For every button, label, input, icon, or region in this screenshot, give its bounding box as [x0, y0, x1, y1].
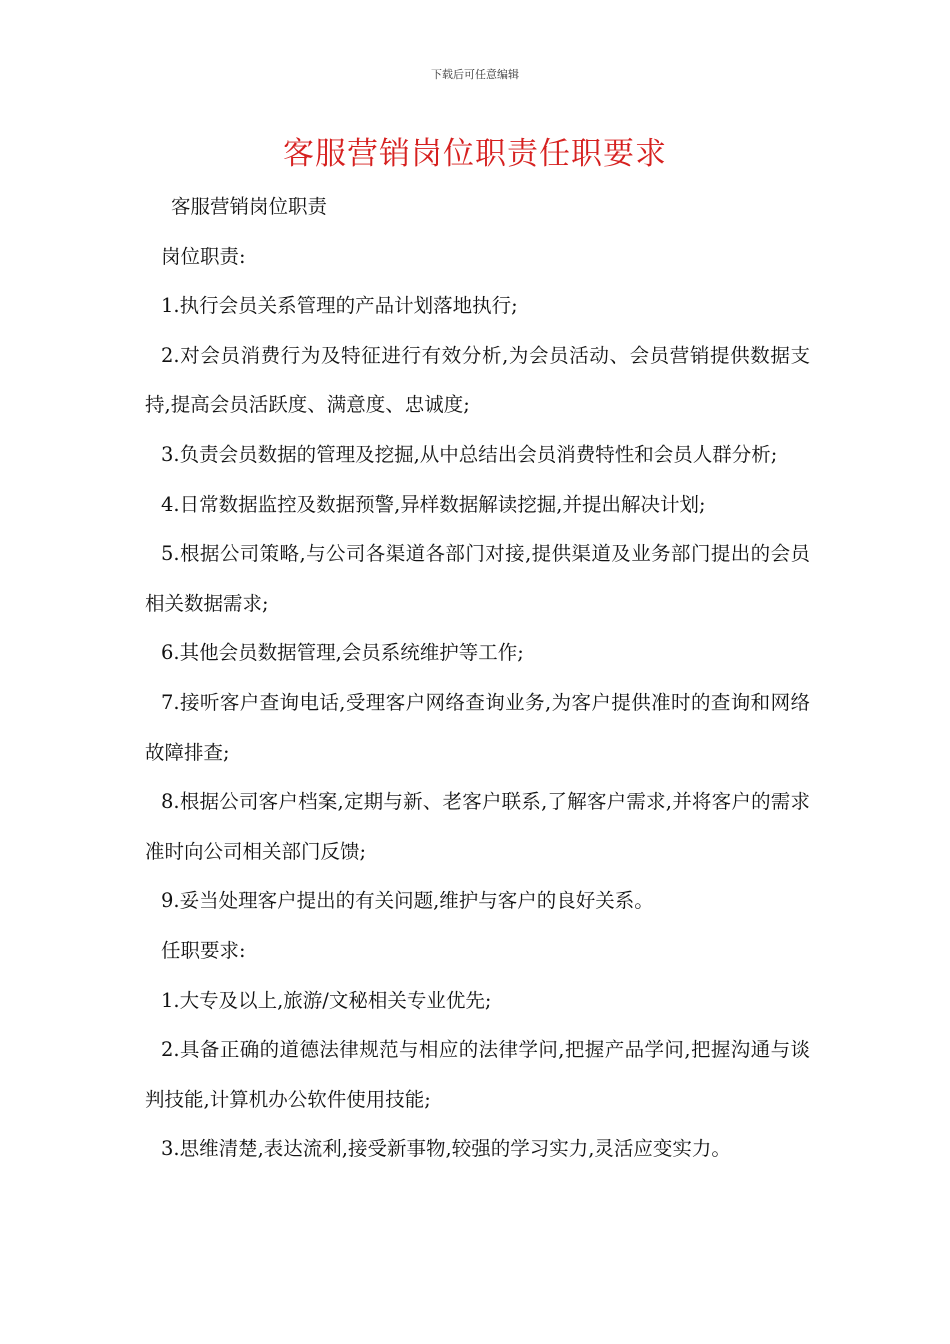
duty-item: 6.其他会员数据管理,会员系统维护等工作;: [161, 641, 524, 665]
duty-item: 5.根据公司策略,与公司各渠道各部门对接,提供渠道及业务部门提出的会员相关数据需求;: [145, 542, 810, 615]
header-note: 下载后可任意编辑: [431, 68, 519, 81]
subsection-heading-requirements: 任职要求:: [161, 938, 246, 962]
duty-item: 7.接听客户查询电话,受理客户网络查询业务,为客户提供准时的查询和网络故障排查;: [145, 690, 810, 764]
document-body: [145, 182, 810, 1174]
requirement-item: 1.大专及以上,旅游/文秘相关专业优先;: [161, 988, 492, 1012]
duty-item: 4.日常数据监控及数据预警,异样数据解读挖掘,并提出解决计划;: [161, 492, 706, 516]
section-heading: 客服营销岗位职责: [171, 195, 328, 218]
duty-item: 9.妥当处理客户提出的有关问题,维护与客户的良好关系。: [161, 889, 654, 913]
duty-item: 8.根据公司客户档案,定期与新、老客户联系,了解客户需求,并将客户的需求准时向公司相关部门反馈;: [145, 790, 810, 863]
duty-item: 3.负责会员数据的管理及挖掘,从中总结出会员消费特性和会员人群分析;: [161, 442, 778, 466]
duty-item: 2.对会员消费行为及特征进行有效分析,为会员活动、会员营销提供数据支持,提高会员活跃度、满意度、忠诚度;: [145, 343, 810, 417]
requirement-item: 2.具备正确的道德法律规范与相应的法律学问,把握产品学问,把握沟通与谈判技能,计算机办公软件使用技能;: [145, 1038, 810, 1111]
subsection-heading-duties: 岗位职责:: [161, 244, 246, 268]
document-title: 客服营销岗位职责任职要求: [283, 136, 667, 172]
requirement-item: 3.思维清楚,表达流利,接受新事物,较强的学习实力,灵活应变实力。: [161, 1137, 731, 1161]
duty-item: 1.执行会员关系管理的产品计划落地执行;: [161, 294, 518, 318]
